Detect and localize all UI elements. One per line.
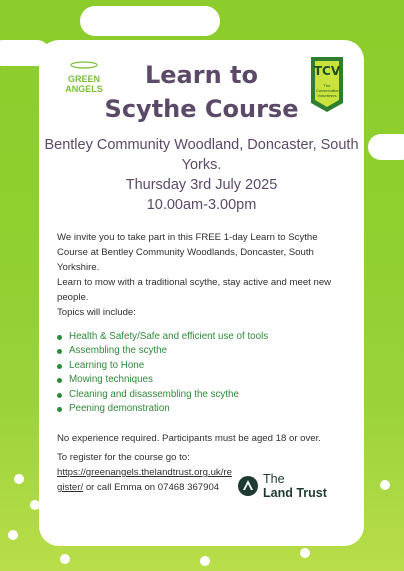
- daisy-icon: [300, 548, 310, 558]
- registration-info: [57, 450, 237, 495]
- topics-list: [57, 330, 351, 416]
- list-item: Mowing techniques: [57, 373, 351, 387]
- register-details: [57, 465, 237, 495]
- daisy-icon: [380, 480, 390, 490]
- tcv-logo: [308, 55, 346, 113]
- daisy-icon: [200, 556, 210, 566]
- daisy-icon: [60, 554, 70, 564]
- page-title-line2: Scythe Course: [104, 95, 299, 123]
- list-item: Health & Safety/Safe and efficient use of tools: [57, 330, 351, 344]
- event-details: [39, 135, 364, 215]
- intro-paragraph-3: Topics will include:: [57, 307, 136, 318]
- tcv-abbr: TCV: [313, 64, 341, 78]
- intro-paragraph-2: Learn to mow with a traditional scythe, stay active and meet new people.: [57, 277, 332, 303]
- list-item: Peening demonstration: [57, 402, 351, 416]
- register-prefix: To register for the course go to:: [57, 452, 190, 463]
- page-title-line1: Learn to: [144, 61, 258, 89]
- list-item: Learning to Hone: [57, 359, 351, 373]
- tcv-text: The Conservation Volunteers: [316, 83, 340, 98]
- register-link[interactable]: https://greenangels.thelandtrust.org.uk/register/: [57, 467, 232, 493]
- intro-paragraph-1: We invite you to take part in this FREE 1-day Learn to Scythe Course at Bentley Community Woodlands, Doncaster, South Yorkshire.: [57, 232, 318, 273]
- requirement-text: No experience required. Participants must be aged 18 or over.: [57, 433, 321, 445]
- flyer-card: [39, 40, 364, 546]
- cloud-right: [368, 134, 404, 160]
- list-item: Assembling the scythe: [57, 344, 351, 358]
- list-item: Cleaning and disassembling the scythe: [57, 388, 351, 402]
- event-time: 10.00am-3.00pm: [146, 197, 257, 213]
- land-trust-logo: [237, 472, 337, 502]
- land-trust-icon: [237, 475, 259, 497]
- daisy-icon: [14, 474, 24, 484]
- halo-icon: [69, 61, 99, 69]
- land-trust-wordmark: The Land Trust: [263, 472, 327, 500]
- description: [57, 230, 351, 446]
- venue-line1: Bentley Community Woodland, Doncaster, South: [44, 137, 359, 153]
- register-suffix: or call Emma on 07468 367904: [85, 482, 220, 493]
- daisy-icon: [8, 530, 18, 540]
- cloud-top: [80, 6, 220, 36]
- event-date: Thursday 3rd July 2025: [125, 177, 278, 193]
- green-angels-logo: GREEN ANGELS: [58, 56, 110, 96]
- venue-line2: Yorks.: [181, 157, 222, 173]
